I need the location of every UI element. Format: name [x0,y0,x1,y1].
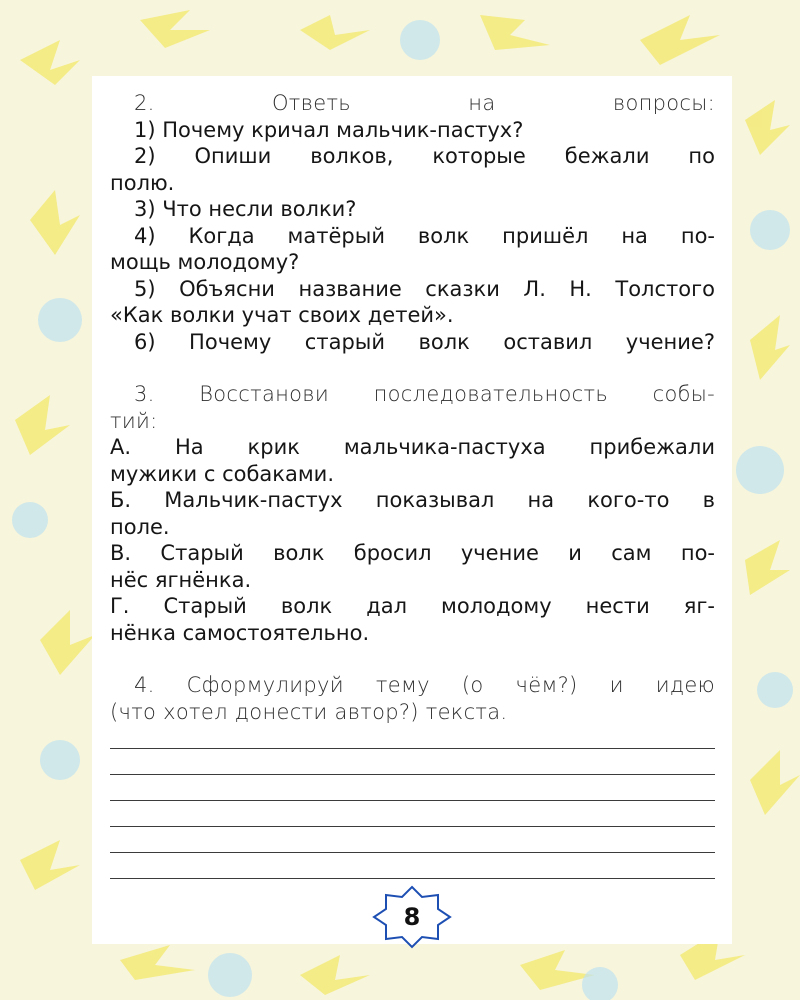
q3-title-cont: тий: [110,408,158,433]
q3-item-a: А. На крик мальчика-пастуха прибежали [110,435,715,459]
q2-item-3: 3) Что несли волки? [134,197,357,221]
q2-item-5-cont: «Как волки учат своих детей». [110,303,454,327]
q3-item-v: В. Старый волк бросил учение и сам по- [110,541,715,565]
q2-item-1: 1) Почему кричал мальчик-пастух? [134,117,524,142]
q2-item-5: 5) Объясни название сказки Л. Н. Толстого [134,276,715,301]
exercise-text [110,90,715,725]
q3-item-b-cont: поле. [110,514,170,539]
q2-item-4: 4) Когда матёрый волк пришёл на по- [134,223,715,248]
q4-title-cont: (что хотел донести автор?) текста. [110,699,508,724]
q2-item-6: 6) Почему старый волк оставил учение? [134,329,715,354]
q2-item-2: 2) Опиши волков, которые бежали по [134,144,715,168]
q3-item-g-cont: нёнка самостоятельно. [110,620,370,645]
answer-line[interactable] [110,748,715,774]
q3-item-a-cont: мужики с собаками. [110,461,334,486]
q3-item-v-cont: нёс ягнёнка. [110,567,252,592]
q2-title: 2. Ответь на вопросы: [134,91,715,115]
answer-lines[interactable] [110,748,715,904]
answer-line[interactable] [110,800,715,826]
q4-title: 4. Сформулируй тему (о чём?) и идею [134,673,715,697]
q3-item-g: Г. Старый волк дал молодому нести яг- [110,594,715,618]
answer-line[interactable] [110,826,715,852]
q3-item-b: Б. Мальчик-пастух показывал на кого-то в [110,488,715,512]
answer-line[interactable] [110,774,715,800]
q2-item-4-cont: мощь молодому? [110,250,300,274]
q3-title: 3. Восстанови последовательность собы- [134,382,715,406]
q2-item-2-cont: полю. [110,170,175,195]
answer-line[interactable] [110,852,715,878]
page-number: 8 [403,903,421,931]
